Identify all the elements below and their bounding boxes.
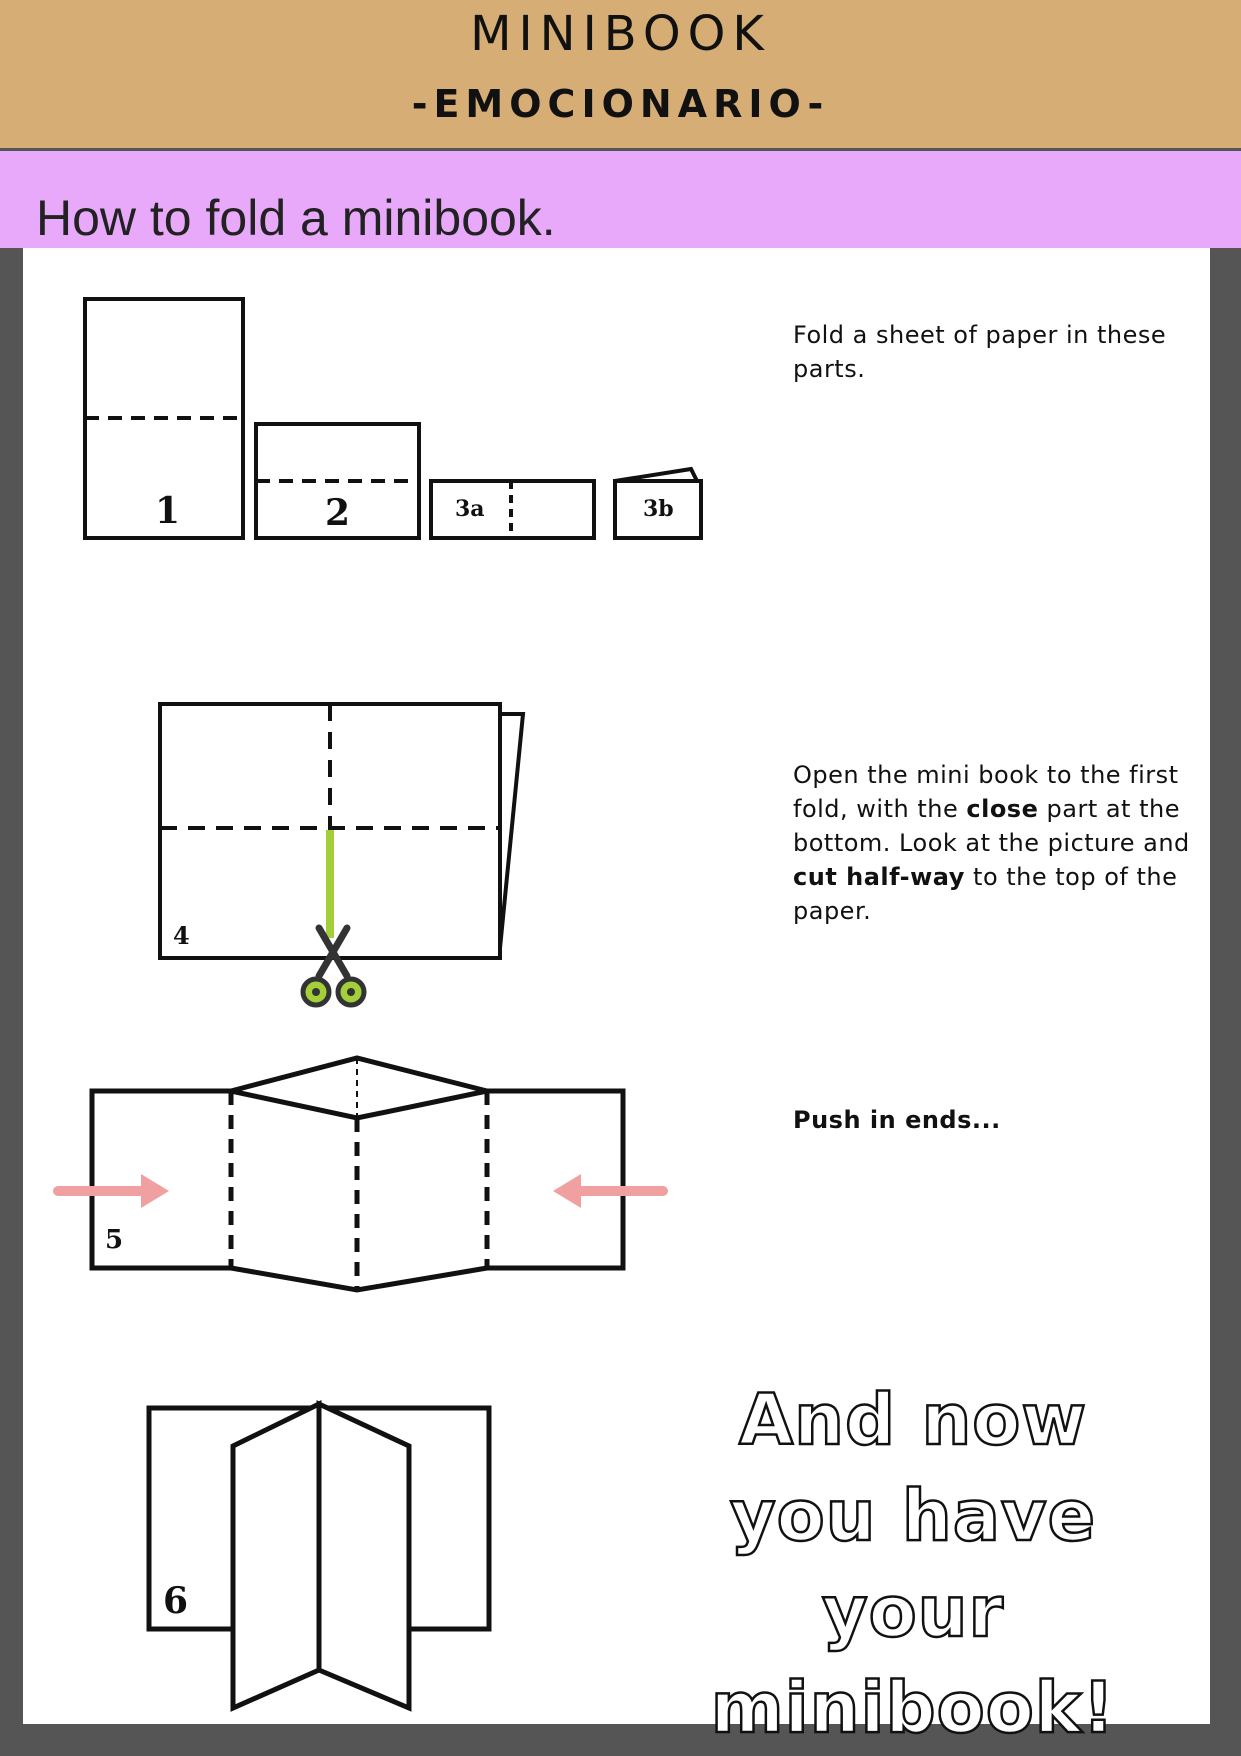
arrow-icon: [58, 1174, 663, 1208]
step-4-bold-cut: cut half-way: [793, 863, 965, 891]
step-5-text: Push in ends...: [793, 1106, 1001, 1134]
step-label-3b: 3b: [643, 496, 674, 522]
step-1-text: Fold a sheet of paper in these parts.: [793, 321, 1167, 383]
step-4-text-part2: part at the bottom. Look at the picture and: [793, 795, 1190, 857]
finale-text: And now you have your minibook!: [710, 1379, 1116, 1749]
page-subtitle: -EMOCIONARIO-: [411, 82, 830, 126]
diagram-step-5: [92, 1058, 623, 1290]
step-label-4: 4: [173, 921, 190, 950]
step-4-text-part1: Open the mini book to the first fold, with the: [793, 761, 1179, 823]
header: [0, 0, 1241, 148]
instruction-sheet: [23, 248, 1210, 1749]
step-4-text-part3: to the top of the paper.: [793, 863, 1178, 925]
step-label-2: 2: [325, 492, 351, 534]
step-label-6: 6: [163, 1580, 189, 1622]
diagram-step-6: [149, 1404, 489, 1708]
step-label-5: 5: [105, 1225, 124, 1255]
banner-heading: How to fold a minibook.: [36, 190, 556, 246]
step-label-3a: 3a: [455, 496, 485, 522]
diagram-step-4: [160, 704, 523, 958]
step-4-bold-close: close: [966, 795, 1039, 823]
step-label-1: 1: [155, 490, 181, 532]
page-title: MINIBOOK: [470, 6, 771, 62]
scissors-icon: [303, 928, 364, 1005]
section-banner: [0, 151, 1241, 248]
step-4-text: [793, 758, 1193, 928]
